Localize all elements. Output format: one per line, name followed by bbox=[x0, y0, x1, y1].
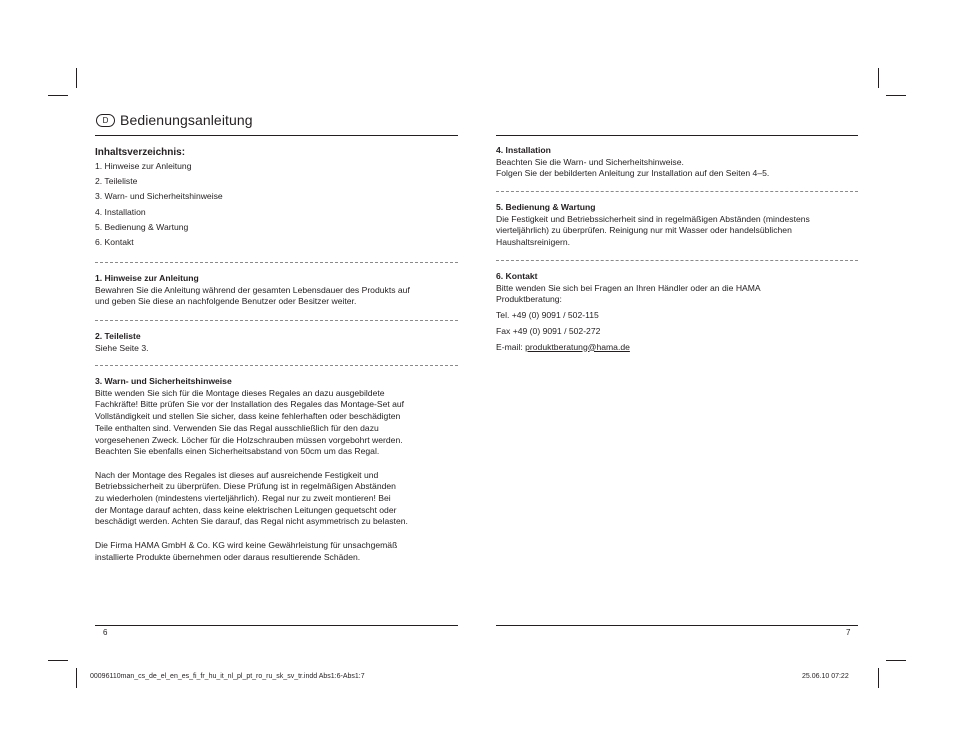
body-line: Bitte wenden Sie sich bei Fragen an Ihren Händler oder an die HAMA bbox=[496, 282, 761, 293]
body-line: Siehe Seite 3. bbox=[95, 342, 149, 353]
date-slug: 25.06.10 07:22 bbox=[802, 673, 849, 680]
section-4 bbox=[496, 145, 858, 180]
section-divider bbox=[95, 320, 458, 321]
section-heading: 1. Hinweise zur Anleitung bbox=[95, 273, 199, 283]
crop-mark bbox=[878, 668, 879, 688]
email-line bbox=[496, 342, 858, 354]
body-line: Produktberatung: bbox=[496, 294, 562, 305]
body-line: Haushaltsreinigern. bbox=[496, 237, 571, 248]
section-2 bbox=[95, 331, 458, 354]
section-1 bbox=[95, 273, 458, 308]
section-divider bbox=[496, 260, 858, 261]
section-heading: 3. Warn- und Sicherheitshinweise bbox=[95, 376, 232, 386]
body-line: installierte Produkte übernehmen oder daraus resultierende Schäden. bbox=[95, 551, 361, 562]
footer-rule-left bbox=[95, 625, 458, 626]
body-line: Folgen Sie der bebilderten Anleitung zur Installation auf den Seiten 4–5. bbox=[496, 168, 770, 179]
section-divider bbox=[496, 191, 858, 192]
section-divider bbox=[95, 365, 458, 366]
body-line: Die Festigkeit und Betriebssicherheit sind in regelmäßigen Abständen (mindestens bbox=[496, 213, 810, 224]
fax-number: Fax +49 (0) 9091 / 502-272 bbox=[496, 325, 601, 336]
body-line: und geben Sie diese an nachfolgende Benutzer oder Besitzer weiter. bbox=[95, 296, 357, 307]
body-line: Betriebssicherheit zu überprüfen. Diese Prüfung ist in regelmäßigen Abständen bbox=[95, 481, 396, 492]
page-number-right: 7 bbox=[846, 628, 851, 637]
crop-mark bbox=[886, 95, 906, 96]
crop-mark bbox=[48, 95, 68, 96]
section-heading: 5. Bedienung & Wartung bbox=[496, 202, 596, 212]
section-5 bbox=[496, 202, 858, 249]
language-badge: D bbox=[96, 114, 115, 127]
body-line: zu wiederholen (mindestens vierteljährlich). Regal nur zu zweit montieren! Bei bbox=[95, 493, 391, 504]
body-line: vierteljährlich) zu überprüfen. Reinigung nur mit Wasser oder handelsüblichen bbox=[496, 225, 792, 236]
body-line: vorgesehenen Zweck. Löcher für die Holzschrauben müssen vorgebohrt werden. bbox=[95, 434, 403, 445]
crop-mark bbox=[878, 68, 879, 88]
crop-mark bbox=[76, 68, 77, 88]
toc-title: Inhaltsverzeichnis: bbox=[95, 147, 186, 158]
body-line: Vollständigkeit und stellen Sie sicher, dass keine fehlerhaften oder beschädigten bbox=[95, 411, 401, 422]
body-line: Beachten Sie die Warn- und Sicherheitshinweise. bbox=[496, 156, 684, 167]
section-heading: 4. Installation bbox=[496, 145, 551, 155]
section-heading: 6. Kontakt bbox=[496, 271, 538, 281]
body-line: Bewahren Sie die Anleitung während der gesamten Lebensdauer des Produkts auf bbox=[95, 284, 410, 295]
toc-item: 6. Kontakt bbox=[95, 237, 134, 248]
crop-mark bbox=[76, 668, 77, 688]
body-line: der Montage darauf achten, dass keine elektrischen Leitungen gequetscht oder bbox=[95, 504, 397, 515]
body-line: Die Firma HAMA GmbH & Co. KG wird keine Gewährleistung für unsachgemäß bbox=[95, 539, 398, 550]
table-of-contents bbox=[95, 146, 458, 249]
section-6 bbox=[496, 271, 858, 353]
crop-mark bbox=[48, 660, 68, 661]
body-line: Fachkräfte! Bitte prüfen Sie vor der Installation des Regales das Montage-Set auf bbox=[95, 399, 405, 410]
toc-item: 5. Bedienung & Wartung bbox=[95, 221, 189, 232]
toc-item: 4. Installation bbox=[95, 206, 146, 217]
crop-mark bbox=[886, 660, 906, 661]
toc-item: 1. Hinweise zur Anleitung bbox=[95, 161, 192, 171]
header-rule-right bbox=[496, 135, 858, 136]
page-title: Bedienungsanleitung bbox=[120, 112, 253, 128]
page-number-left: 6 bbox=[103, 628, 108, 637]
body-line: beschädigt werden. Achten Sie darauf, das Regal nicht asymmetrisch zu belasten. bbox=[95, 516, 408, 527]
phone-number: Tel. +49 (0) 9091 / 502-115 bbox=[496, 310, 599, 321]
toc-item: 2. Teileliste bbox=[95, 176, 138, 187]
section-divider bbox=[95, 262, 458, 263]
file-slug: 00096110man_cs_de_el_en_es_fi_fr_hu_it_nl_pl_pt_ro_ru_sk_sv_tr.indd Abs1:6-Abs1:7 bbox=[90, 673, 365, 680]
body-line: Bitte wenden Sie sich für die Montage dieses Regales an dazu ausgebildete bbox=[95, 387, 385, 398]
body-line: Nach der Montage des Regales ist dieses auf ausreichende Festigkeit und bbox=[95, 469, 379, 480]
body-line: Teile enthalten sind. Verwenden Sie das Regal ausschließlich für den dazu bbox=[95, 422, 379, 433]
footer-rule-right bbox=[496, 625, 858, 626]
email-link[interactable]: produktberatung@hama.de bbox=[525, 341, 630, 352]
toc-item: 3. Warn- und Sicherheitshinweise bbox=[95, 191, 223, 202]
body-line: Beachten Sie ebenfalls einen Sicherheitsabstand von 50cm um das Regal. bbox=[95, 446, 380, 457]
section-heading: 2. Teileliste bbox=[95, 331, 141, 341]
section-3 bbox=[95, 376, 458, 563]
email-label: E-mail: bbox=[496, 341, 526, 352]
